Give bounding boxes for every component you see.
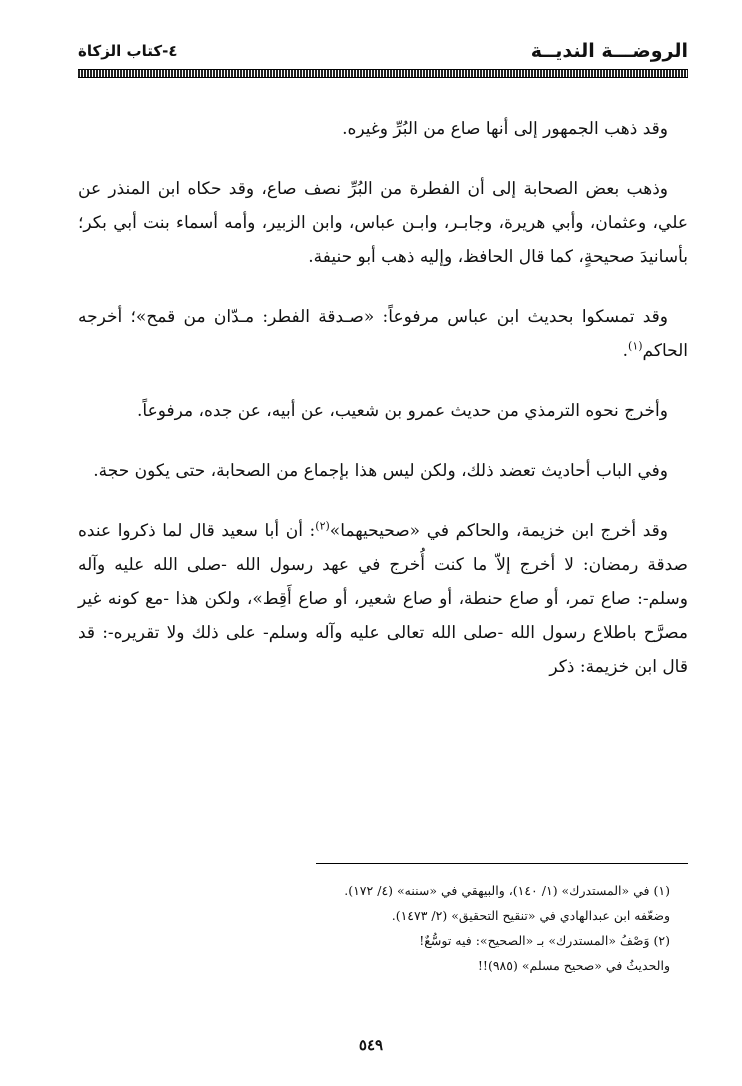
footnote-ref-1: (١) [628, 339, 643, 353]
footnote-ref-2: (٢) [315, 519, 330, 533]
paragraph-ibn-khuzayma [78, 514, 688, 684]
footnote-1: (١) في «المستدرك» (١/ ١٤٠)، والبيهقي في «سننه» (٤/ ١٧٢). [344, 883, 670, 898]
page-number: ٥٤٩ [358, 1036, 384, 1054]
footnotes [78, 878, 688, 978]
page-body [78, 112, 688, 684]
paragraph-supporting-hadiths: وفي الباب أحاديث تعضد ذلك، ولكن ليس هذا بإجماع من الصحابة، حتى يكون حجة. [93, 461, 668, 481]
paragraph-ibn-abbas-hadith: وقد تمسكوا بحديث ابن عباس مرفوعاً: «صـدقة الفطر: مـدّان من قمح»؛ أخرجه الحاكم$^{(١)}$. [78, 307, 688, 361]
paragraph-half-saa-view: وذهب بعض الصحابة إلى أن الفطرة من البُرِّ نصف صاع، وقد حكاه ابن المنذر عن علي، وعثمان، وأبي هريرة، وجابـر، وابـن عباس، وابن الزبير، وأمه أسماء بنت أبي بكر؛ بأسانيدَ صحيحةٍ، كما قال الحافظ، وإليه ذهب أبو حنيفة. [78, 179, 688, 267]
page-header [78, 38, 688, 82]
paragraph-tirmidhi: وأخرج نحوه الترمذي من حديث عمرو بن شعيب، عن أبيه، عن جده، مرفوعاً. [137, 401, 668, 421]
paragraph-text-continued: : أن أبا سعيد قال لما ذكروا عنده صدقة رمضان: لا أخرج إلاّ ما كنت أُخرج في عهد رسول الله -صلى الله عليه وآله وسلم-: صاع تمر، أو صاع حنطة، أو صاع شعير، أو صاع أَقِط»، ولكن هذا -مع كونه غير مصرَّح باطلاع رسول الله -صلى الله تعالى عليه وآله وسلم- على ذلك ولا تقريره-: قد قال ابن خزيمة: ذكر [78, 521, 688, 677]
paragraph-majority-view: وقد ذهب الجمهور إلى أنها صاع من البُرِّ وغيره. [342, 119, 668, 139]
book-title: الروضـــة النديــة [530, 40, 688, 62]
footnote-2-continued: والحديثُ في «صحيح مسلم» (٩٨٥)!! [477, 958, 670, 973]
footnote-2: (٢) وَصْفُ «المستدرك» بـ «الصحيح»: فيه توسُّعٌ! [419, 933, 670, 948]
paragraph-text: وقد تمسكوا بحديث ابن عباس مرفوعاً: «صـدقة الفطر: مـدّان من قمح»؛ أخرجه الحاكم [78, 307, 688, 361]
chapter-title: ٤-كتاب الزكاة [78, 42, 178, 60]
footnote-1-continued: وضعّفه ابن عبدالهادي في «تنقيح التحقيق» (٢/ ١٤٧٣). [391, 908, 670, 923]
header-rule [78, 69, 688, 78]
paragraph-text: وقد أخرج ابن خزيمة، والحاكم في «صحيحيهما» [329, 521, 669, 541]
